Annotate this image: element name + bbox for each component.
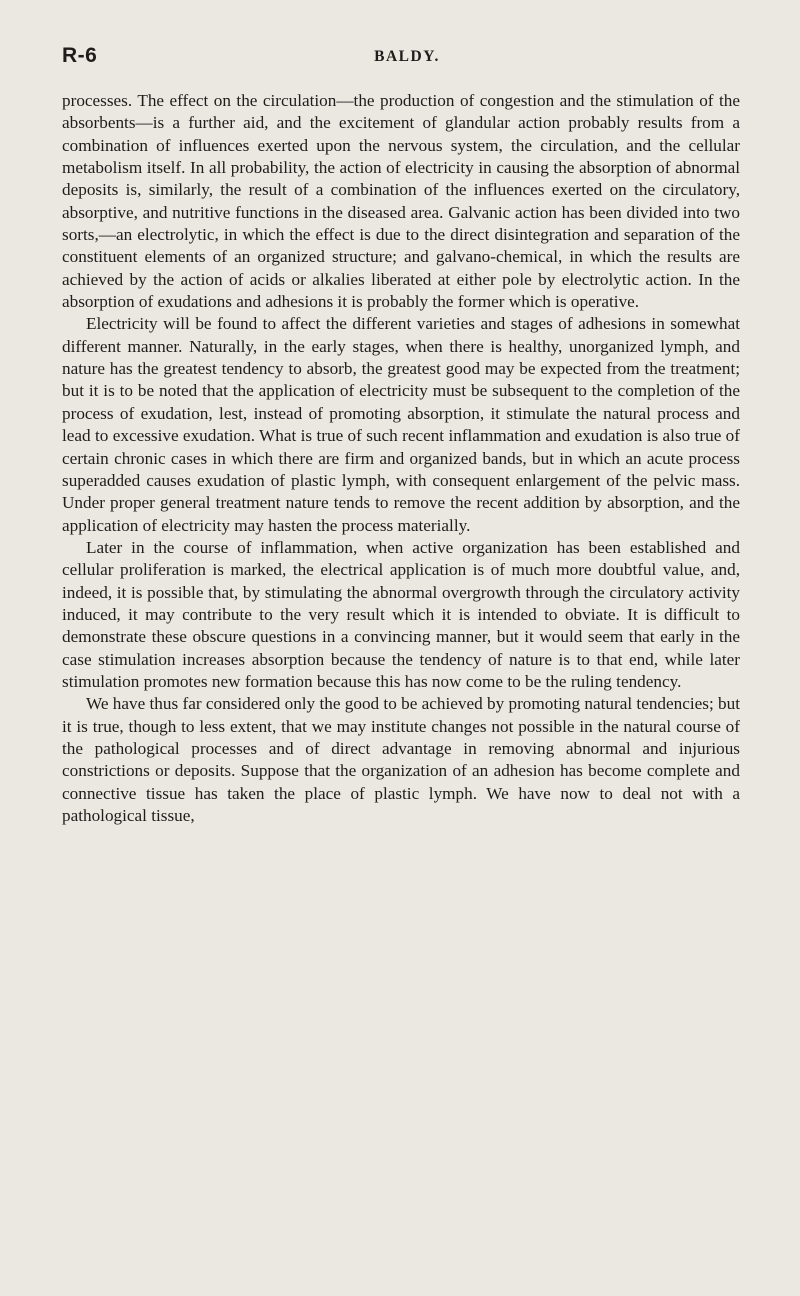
paragraph-later-inflammation: Later in the course of inflammation, when active organization has been established and cellular proliferation is marked, the electrical application is of much more doubtful value, and, indeed, it is possible that, by stimulating the abnormal overgrowth through the circulatory activity induced, it may contribute to the very result which it is intended to obviate. It is difficult to demonstrate these obscure questions in a convincing manner, but it would seem that early in the case stimulation increases absorption because the tendency of nature is to that end, while later stimulation promotes new formation because this has now come to be the ruling tendency. <box>62 537 740 691</box>
paragraph-natural-tendencies: We have thus far considered only the good to be achieved by promoting natural tendencies; but it is true, though to less extent, that we may institute changes not possible in the natural course of the pathological processes and of direct advantage in removing abnormal and injurious constrictions or deposits. Suppose that the organization of an adhesion has become complete and connective tissue has taken the place of plastic lymph. We have now to deal not with a pathological tissue, <box>62 694 740 825</box>
paragraph-continued: processes. The effect on the circulation—the production of congestion and the stimulation of the absorbents—is a further aid, and the excitement of glandular action probably results from a combination of influences exerted upon the nervous system, the circulation, and the cellular metabolism itself. In all probability, the action of electricity in causing the absorption of abnormal deposits is, similarly, the result of a combination of the influences exerted on the circulatory, absorptive, and nutritive functions in the diseased area. Galvanic action has been divided into two sorts,—an electrolytic, in which the effect is due to the direct disintegration and separation of the constituent elements of an organized structure; and galvano-chemical, in which the results are achieved by the action of acids or alkalies liberated at either pole by electrolytic action. In the absorption of exudations and adhesions it is probably the former which is operative. <box>62 91 740 312</box>
page-number: R-6 <box>62 44 98 67</box>
paragraph-electricity-adhesions: Electricity will be found to affect the different varieties and stages of adhesions in somewhat different manner. Naturally, in the early stages, when there is healthy, unorganized lymph, and nature has the greatest tendency to absorb, the greatest good may be expected from the treatment; but it is to be noted that the application of electricity must be subsequent to the completion of the process of exudation, lest, instead of promoting absorption, it stimulate the natural process and lead to excessive exudation. What is true of such recent inflammation and exudation is also true of certain chronic cases in which there are firm and organized bands, but in which an acute process superadded causes exudation of plastic lymph, with consequent enlargement of the pelvic mass. Under proper general treatment nature tends to remove the recent addition by absorption, and the application of electricity may hasten the process materially. <box>62 314 740 535</box>
running-title: BALDY. <box>374 48 440 65</box>
body-text <box>62 90 740 827</box>
running-head <box>62 44 752 74</box>
